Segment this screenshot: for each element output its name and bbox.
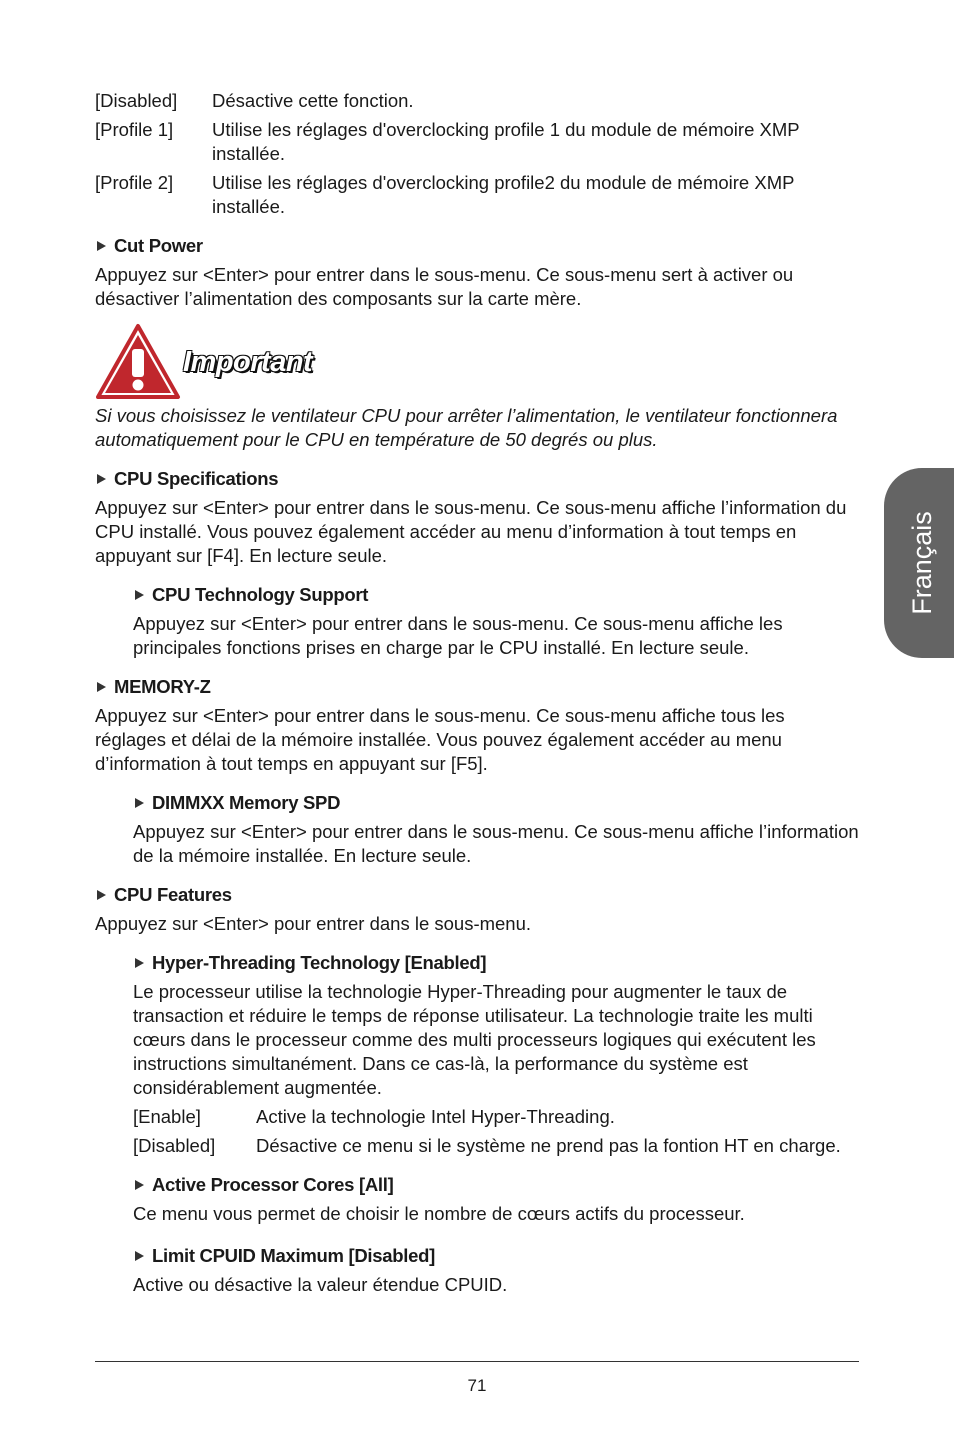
section-cpu-features: [95, 883, 860, 936]
arrow-right-icon: [135, 1180, 144, 1190]
arrow-right-icon: [97, 890, 106, 900]
section-text: Appuyez sur <Enter> pour entrer dans le sous-menu.: [95, 913, 532, 934]
option-row: [133, 1134, 860, 1158]
arrow-right-icon: [97, 682, 106, 692]
option-row: [95, 171, 860, 219]
arrow-right-icon: [97, 474, 106, 484]
section-heading: [133, 1173, 860, 1197]
page-number: 71: [467, 1376, 487, 1395]
section-hyper-threading: [133, 951, 860, 1158]
section-heading: [133, 583, 860, 607]
section-heading: [133, 791, 860, 815]
heading-text: CPU Features: [114, 884, 232, 905]
option-key: [Disabled]: [133, 1135, 216, 1156]
option-row: [95, 118, 860, 166]
option-row: [133, 1105, 860, 1129]
option-key: [Profile 2]: [95, 172, 174, 193]
heading-text: CPU Specifications: [114, 468, 279, 489]
option-key: [Profile 1]: [95, 119, 174, 140]
arrow-right-icon: [135, 1251, 144, 1261]
option-value: Utilise les réglages d'overclocking profile2 du module de mémoire XMP installée.: [212, 172, 795, 217]
section-heading: [95, 675, 860, 699]
heading-text: DIMMXX Memory SPD: [152, 792, 341, 813]
heading-text: Cut Power: [114, 235, 203, 256]
option-key: [Disabled]: [95, 90, 178, 111]
section-text: Le processeur utilise la technologie Hyper-Threading pour augmenter le taux de transaction et réduire le temps de réponse utilisateur. La technologie traite les multi cœurs dans le processeur comme des multi processeurs logiques qui exécutent les instructions simultanément. Dans ce cas-là, la performance du système est considérablement augmentée.: [133, 981, 816, 1098]
important-notice: [95, 323, 860, 401]
section-text: Appuyez sur <Enter> pour entrer dans le sous-menu. Ce sous-menu affiche l’information du CPU installé. Vous pouvez également accéder au menu d’information à tout temps en appuyant sur [F4]. En lecture seule.: [95, 497, 847, 566]
section-cut-power: [95, 234, 860, 311]
option-value: Utilise les réglages d'overclocking profile 1 du module de mémoire XMP installée.: [212, 119, 800, 164]
warning-icon: [95, 323, 181, 401]
section-text: Appuyez sur <Enter> pour entrer dans le sous-menu. Ce sous-menu sert à activer ou désactiver l’alimentation des composants sur la carte mère.: [95, 264, 794, 309]
options-top: [95, 89, 860, 219]
heading-text: Active Processor Cores [All]: [152, 1174, 394, 1195]
option-value: Désactive ce menu si le système ne prend pas la fontion HT en charge.: [256, 1135, 841, 1156]
section-dimm-spd: [133, 791, 860, 868]
section-heading: [133, 951, 860, 975]
important-text: Si vous choisissez le ventilateur CPU pour arrêter l’alimentation, le ventilateur fonctionnera automatiquement pour le CPU en température de 50 degrés ou plus.: [95, 405, 838, 450]
option-key: [Enable]: [133, 1106, 201, 1127]
section-text: Ce menu vous permet de choisir le nombre de cœurs actifs du processeur.: [133, 1203, 745, 1224]
option-row: [95, 89, 860, 113]
section-heading: [133, 1244, 860, 1268]
section-cpu-spec: [95, 467, 860, 568]
section-active-cores: [133, 1173, 860, 1226]
section-text: Active ou désactive la valeur étendue CPUID.: [133, 1274, 508, 1295]
language-tab: [884, 468, 954, 658]
section-cpu-tech: [133, 583, 860, 660]
heading-text: Limit CPUID Maximum [Disabled]: [152, 1245, 435, 1266]
section-text: Appuyez sur <Enter> pour entrer dans le sous-menu. Ce sous-menu affiche tous les réglages et délai de la mémoire installée. Vous pouvez également accéder au menu d’information à tout temps en appuyant sur [F5].: [95, 705, 785, 774]
arrow-right-icon: [135, 958, 144, 968]
language-tab-label: Français: [907, 511, 937, 615]
important-title: Important: [183, 346, 313, 378]
option-value: Active la technologie Intel Hyper-Threading.: [256, 1106, 615, 1127]
section-heading: [95, 234, 860, 258]
arrow-right-icon: [135, 798, 144, 808]
arrow-right-icon: [135, 590, 144, 600]
option-value: Désactive cette fonction.: [212, 90, 414, 111]
section-text: Appuyez sur <Enter> pour entrer dans le sous-menu. Ce sous-menu affiche l’information de la mémoire installée. En lecture seule.: [133, 821, 859, 866]
arrow-right-icon: [97, 241, 106, 251]
section-heading: [95, 467, 860, 491]
page-content: [95, 89, 860, 1297]
section-memory-z: [95, 675, 860, 776]
heading-text: MEMORY-Z: [114, 676, 211, 697]
section-cpuid: [133, 1244, 860, 1297]
section-heading: [95, 883, 860, 907]
heading-text: Hyper-Threading Technology [Enabled]: [152, 952, 487, 973]
section-text: Appuyez sur <Enter> pour entrer dans le sous-menu. Ce sous-menu affiche les principales fonctions prises en charge par le CPU installé. En lecture seule.: [133, 613, 783, 658]
footer-divider: [95, 1361, 859, 1362]
heading-text: CPU Technology Support: [152, 584, 369, 605]
